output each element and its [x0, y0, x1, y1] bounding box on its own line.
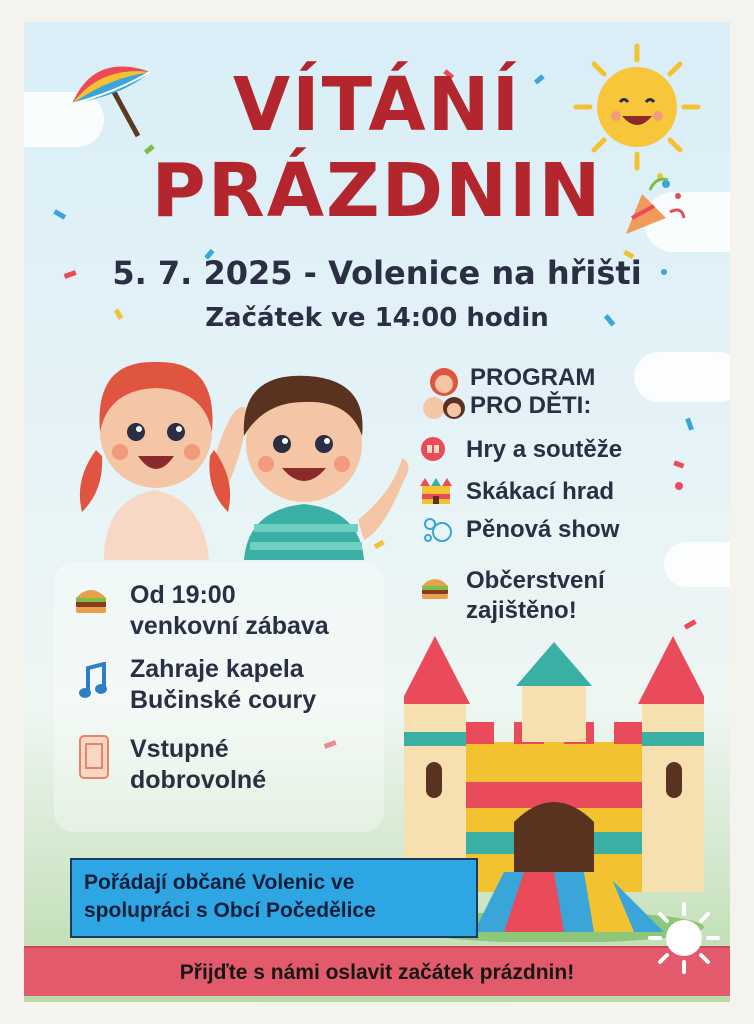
games-icon [420, 436, 446, 462]
ticket-icon [78, 734, 110, 780]
program-item-games: Hry a soutěže [466, 436, 623, 463]
refreshments-line-1: Občerstvení [466, 567, 605, 594]
footer-invite: Přijďte s námi oslavit začátek prázdnin! [24, 946, 730, 996]
castle-icon [420, 476, 452, 504]
band-line-1: Zahraje kapela [130, 655, 304, 683]
poster [24, 22, 730, 1002]
music-note-icon [78, 662, 108, 702]
kids-faces-icon [422, 366, 466, 420]
children-illustration [64, 340, 434, 560]
entry-info [130, 734, 266, 796]
title-line-1: VÍTÁNÍ [232, 62, 522, 148]
program-heading-line-1: PROGRAM [470, 364, 596, 391]
evening-party [130, 580, 329, 642]
burger-icon [420, 574, 450, 600]
evening-party-label: venkovní zábava [130, 612, 329, 640]
program-heading [470, 364, 595, 420]
band-info [130, 654, 316, 716]
burger-icon [74, 584, 108, 614]
refreshments [466, 566, 605, 626]
program-heading-line-2: PRO DĚTI: [470, 392, 592, 419]
entry-line-2: dobrovolné [130, 766, 267, 794]
bubbles-icon [422, 514, 454, 544]
event-date-place: 5. 7. 2025 - Volenice na hřišti [112, 254, 642, 292]
event-start-time: Začátek ve 14:00 hodin [205, 303, 549, 333]
refreshments-line-2: zajištěno! [466, 597, 577, 624]
organizers-line-1: Pořádají občané Volenic ve [84, 871, 355, 894]
program-item-foam: Pěnová show [466, 516, 620, 543]
organizers-box [70, 858, 478, 938]
program-item-castle: Skákací hrad [466, 478, 615, 505]
sun-outline-icon [646, 900, 722, 976]
band-name: Bučinské coury [130, 686, 317, 714]
entry-line-1: Vstupné [130, 735, 229, 763]
organizers-line-2: spolupráci s Obcí Počedělice [84, 899, 376, 922]
evening-time: Od 19:00 [130, 581, 236, 609]
title-line-2: PRÁZDNIN [151, 148, 603, 234]
